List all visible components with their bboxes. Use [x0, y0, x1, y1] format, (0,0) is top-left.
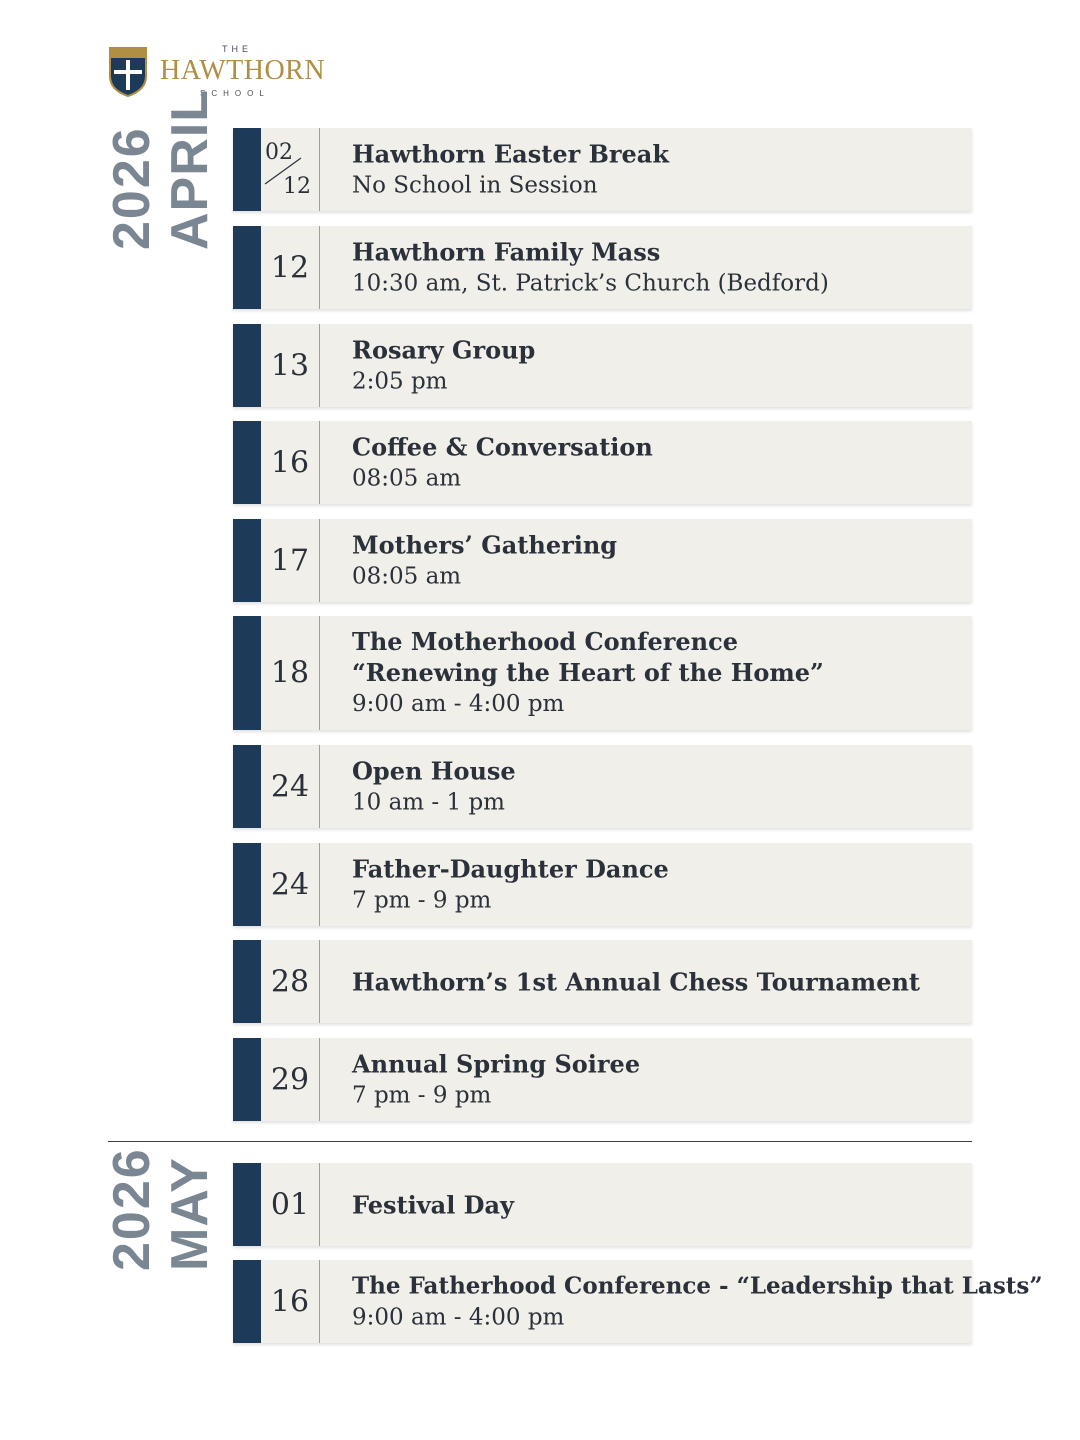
event-title: The Motherhood Conference [352, 627, 738, 656]
april-year: 2026 [103, 126, 161, 250]
event-detail: 7 pm - 9 pm [352, 1082, 492, 1108]
event-detail: 08:05 am [352, 563, 462, 589]
event-title: Hawthorn Family Mass [352, 237, 661, 266]
event-subtitle: “Renewing the Heart of the Home” [352, 658, 824, 687]
event-title: Mothers’ Gathering [352, 530, 618, 559]
event-detail: 08:05 am [352, 465, 462, 491]
event-title: Hawthorn’s 1st Annual Chess Tournament [352, 967, 920, 996]
event-day: 24 [270, 769, 310, 804]
event-detail: 9:00 am - 4:00 pm [352, 1304, 565, 1330]
event-rosary-group [233, 324, 972, 407]
event-festival-day [233, 1163, 972, 1246]
event-title: Rosary Group [352, 335, 536, 364]
event-day: 16 [270, 1284, 310, 1319]
event-family-mass [233, 226, 972, 309]
event-title: Annual Spring Soiree [352, 1049, 641, 1078]
may-side-label [103, 1147, 226, 1271]
section-divider [108, 1141, 972, 1142]
event-detail: 10 am - 1 pm [352, 789, 505, 815]
event-title: Father-Daughter Dance [352, 854, 669, 883]
april-month: APRIL [161, 89, 219, 250]
event-day: 29 [270, 1062, 310, 1097]
logo-the: THE [222, 44, 252, 54]
event-detail: 10:30 am, St. Patrick’s Church (Bedford) [352, 270, 829, 296]
event-fatherhood-conference [233, 1260, 1043, 1343]
event-mothers-gathering [233, 519, 972, 602]
april-side-label [103, 89, 226, 250]
event-day: 17 [270, 543, 310, 578]
event-day: 16 [270, 445, 310, 480]
event-detail: 2:05 pm [352, 368, 448, 394]
event-day-start: 02 [265, 140, 293, 165]
event-day: 28 [270, 964, 310, 999]
event-title: Hawthorn Easter Break [352, 139, 669, 168]
event-father-daughter-dance [233, 843, 972, 926]
may-year: 2026 [103, 1147, 161, 1271]
event-easter-break [233, 128, 972, 211]
event-title: The Fatherhood Conference - “Leadership that Lasts” [352, 1272, 1043, 1299]
event-detail: No School in Session [352, 172, 598, 198]
event-spring-soiree [233, 1038, 972, 1121]
event-title: Open House [352, 756, 516, 785]
event-title: Coffee & Conversation [352, 432, 653, 461]
event-chess-tournament [233, 940, 972, 1023]
event-day: 01 [270, 1187, 310, 1222]
event-date-range [261, 128, 319, 211]
logo-name: HAWTHORN [160, 55, 326, 86]
event-title: Festival Day [352, 1190, 514, 1219]
may-month: MAY [161, 1157, 219, 1271]
event-day: 24 [270, 867, 310, 902]
event-day-end: 12 [283, 174, 311, 199]
event-day: 18 [270, 655, 310, 691]
event-coffee-conversation [233, 421, 972, 504]
event-detail: 7 pm - 9 pm [352, 887, 492, 913]
event-day: 12 [270, 250, 310, 285]
event-day: 13 [270, 348, 310, 383]
event-open-house [233, 745, 972, 828]
event-detail: 9:00 am - 4:00 pm [352, 691, 565, 717]
event-motherhood-conference [233, 616, 972, 730]
logo-school: SCHOOL [200, 89, 270, 98]
